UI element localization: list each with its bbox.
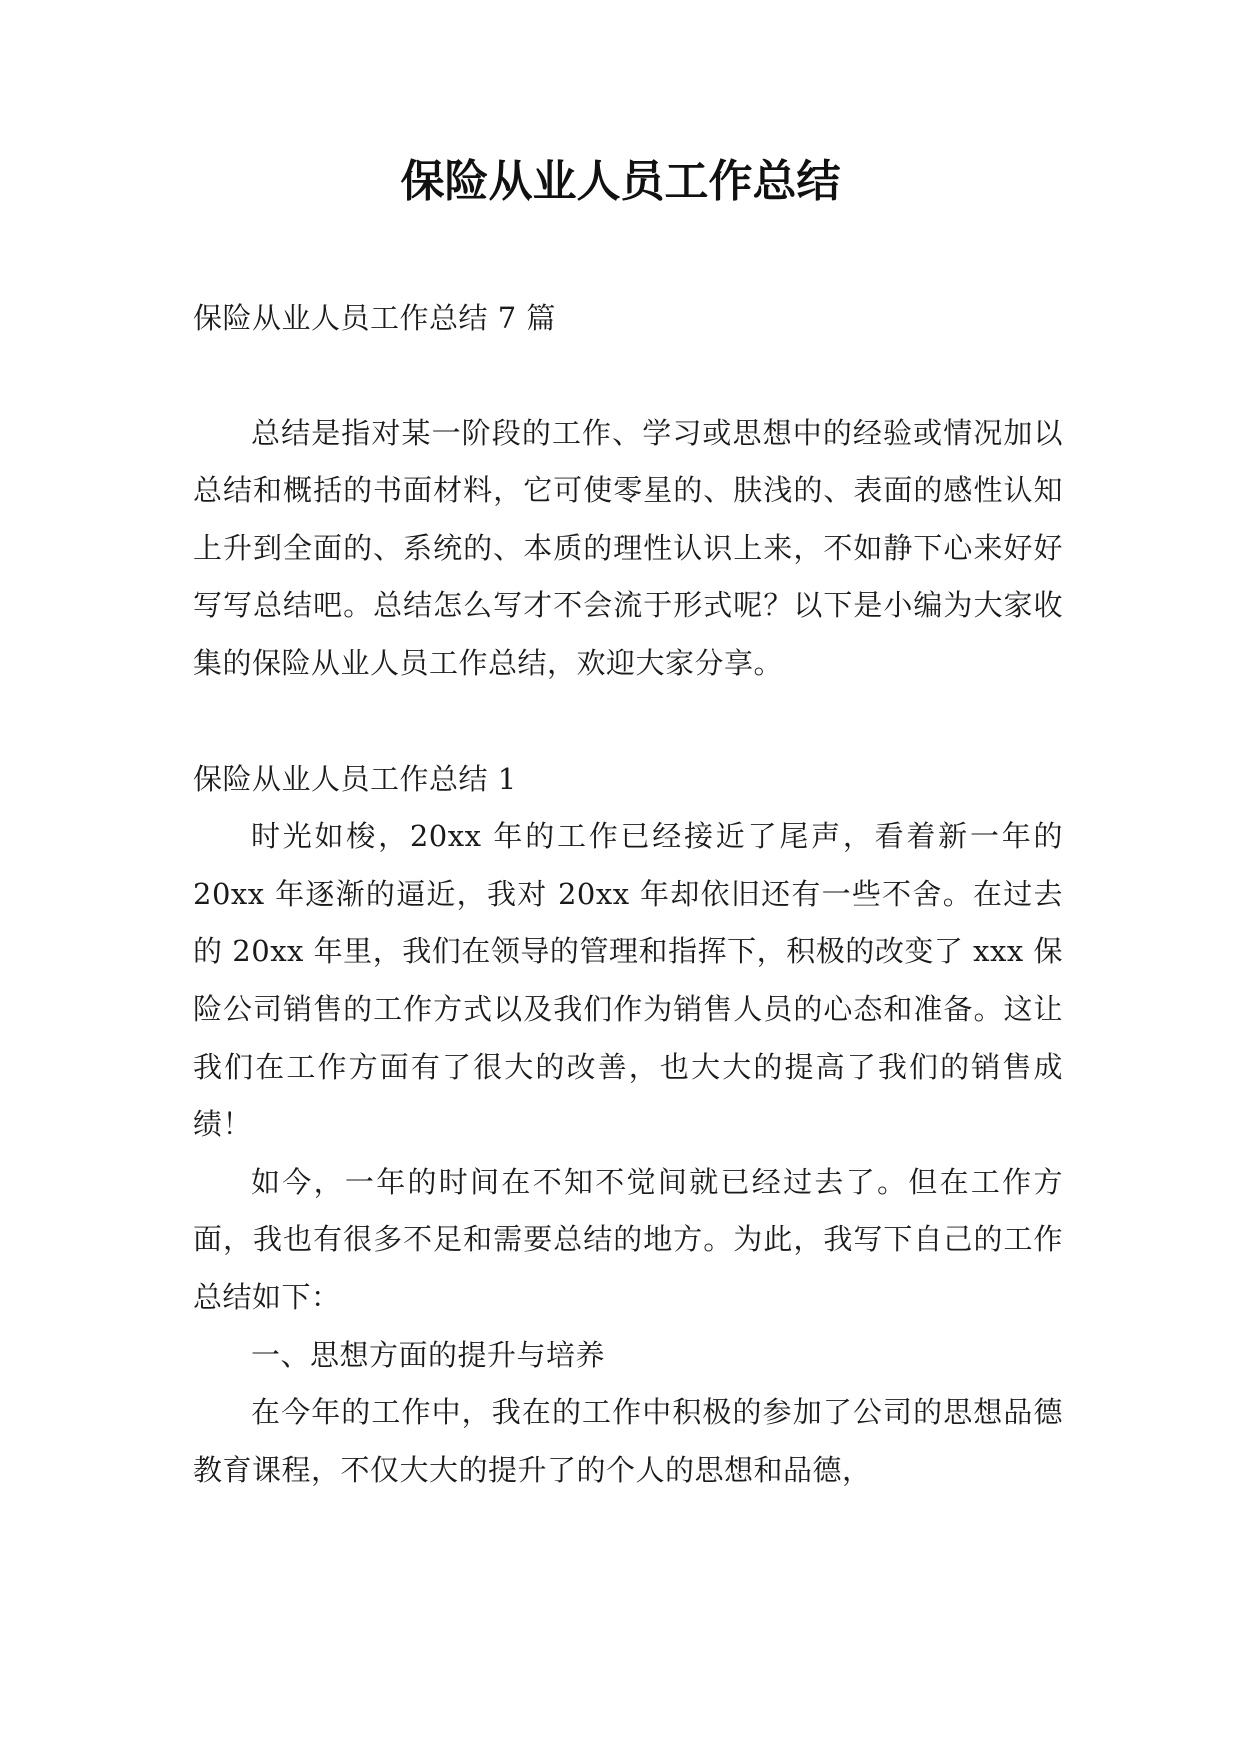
- body-paragraph: 如今，一年的时间在不知不觉间就已经过去了。但在工作方面，我也有很多不足和需要总结的地方。为此，我写下自己的工作总结如下：: [193, 1164, 1063, 1314]
- intro-paragraph: 总结是指对某一阶段的工作、学习或思想中的经验或情况加以总结和概括的书面材料，它可使零星的、肤浅的、表面的感性认知上升到全面的、系统的、本质的理性认识上来，不如静下心来好好写写总结吧。总结怎么写才不会流于形式呢？以下是小编为大家收集的保险从业人员工作总结，欢迎大家分享。: [193, 415, 1063, 680]
- document-body: [193, 290, 1063, 1499]
- body-paragraph: 在今年的工作中，我在的工作中积极的参加了公司的思想品德教育课程，不仅大大的提升了的个人的思想和品德，: [193, 1395, 1063, 1487]
- body-paragraph: 时光如梭，20xx 年的工作已经接近了尾声，看着新一年的 20xx 年逐渐的逼近，我对 20xx 年却依旧还有一些不舍。在过去的 20xx 年里，我们在领导的管理和指挥下，积极的改变了 xxx 保险公司销售的工作方式以及我们作为销售人员的心态和准备。这让我们在工作方面有了很大的改善，也大大的提高了我们的销售成绩！: [193, 819, 1063, 1142]
- subsection-heading: 一、思想方面的提升与培养: [251, 1337, 606, 1372]
- document-subtitle: 保险从业人员工作总结 7 篇: [193, 301, 556, 335]
- document-title: 保险从业人员工作总结: [400, 156, 841, 207]
- section-heading: 保险从业人员工作总结 1: [193, 761, 517, 796]
